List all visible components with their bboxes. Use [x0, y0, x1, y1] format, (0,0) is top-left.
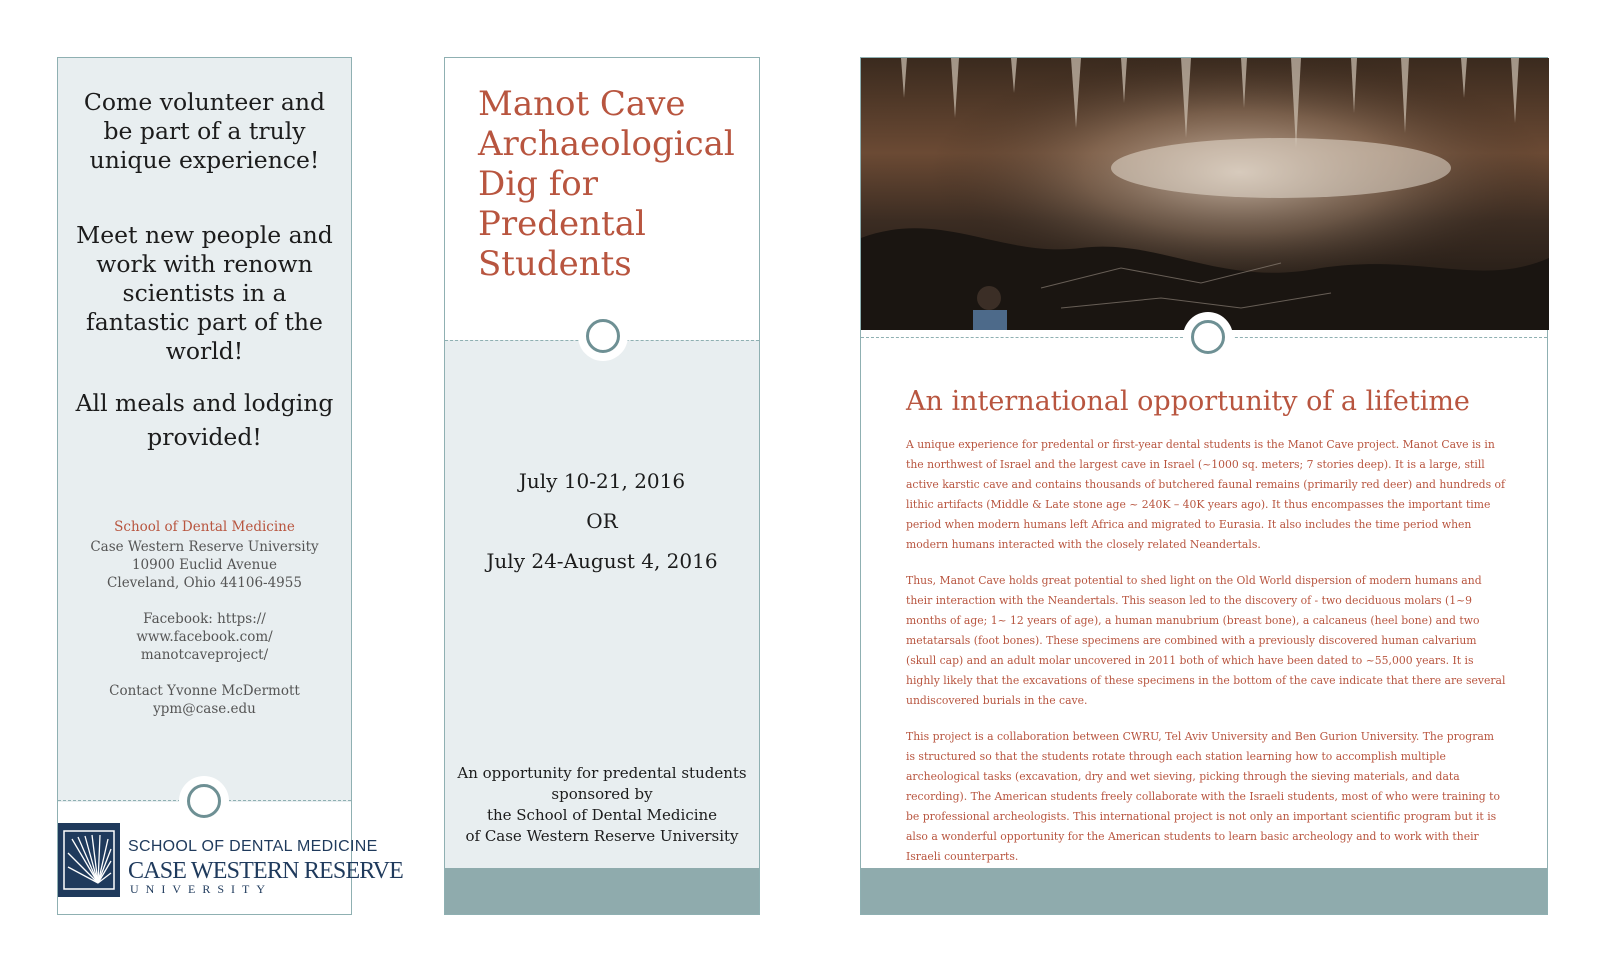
- logo-university-subtext: UNIVERSITY: [130, 882, 272, 896]
- university-logo-icon: [58, 823, 120, 897]
- sponsor-line: the School of Dental Medicine: [486, 806, 718, 824]
- body-paragraph: Thus, Manot Cave holds great potential to shed light on the Old World dispersion of modern humans and their interaction with the Neandertals. This season led to the discovery of - two deciduous molars (1~9 months of age; 1~ 12 years of age), a human manubrium (breast bone), a calcaneus (heel bone) and two metatarsals (foot bones). These specimens are combined with a previously discovered human calvarium (skull cap) and an adult molar uncovered in 2011 both of which have been dated to ~55,000 years. It is highly likely that the excavations of these specimens in the bottom of the cave indicate that there are several undiscovered burials in the cave.: [906, 574, 1506, 707]
- contact-block: [58, 518, 351, 718]
- session-dates: [445, 461, 759, 581]
- street-address: 10900 Euclid Avenue: [131, 557, 278, 573]
- ring-ornament-icon: [578, 311, 628, 361]
- title-area: [445, 58, 759, 340]
- meet-people-headline: Meet new people and work with renown scientists in a fantastic part of the world!: [76, 221, 333, 365]
- sponsor-line: sponsored by: [551, 785, 653, 803]
- session-date-2: July 24-August 4, 2016: [486, 549, 718, 573]
- facebook-link-line1[interactable]: Facebook: https://: [143, 611, 266, 627]
- sponsor-line: An opportunity for predental students: [457, 764, 747, 782]
- brochure-title: Manot Cave Archaeological Dig for Predental Students: [478, 84, 735, 284]
- middle-panel: [444, 57, 760, 915]
- bottom-bar: [861, 868, 1547, 914]
- section-heading: An international opportunity of a lifetime: [906, 386, 1470, 417]
- logo-university-text: CASE WESTERN RESERVE: [128, 858, 403, 884]
- facebook-link-line2[interactable]: www.facebook.com/: [136, 629, 273, 645]
- left-panel: [57, 57, 403, 915]
- session-date-1: July 10-21, 2016: [518, 469, 686, 493]
- ring-ornament-icon: [179, 776, 229, 826]
- cave-photo: [861, 58, 1549, 330]
- body-text: [906, 435, 1506, 883]
- meals-headline: All meals and lodging provided!: [75, 389, 334, 451]
- logo-school-text: SCHOOL OF DENTAL MEDICINE: [128, 838, 378, 855]
- contact-email[interactable]: ypm@case.edu: [153, 701, 256, 717]
- session-or: OR: [586, 509, 618, 533]
- ring-ornament-icon: [1183, 312, 1233, 362]
- body-paragraph: This project is a collaboration between CWRU, Tel Aviv University and Ben Gurion University. The program is structured so that the students rotate through each station learning how to accomplish multiple archeological tasks (excavation, dry and wet sieving, picking through the sieving materials, and data recording). The American students freely collaborate with the Israeli students, most of who were training to be professional archeologists. This international project is not only an important scientific program but it is also a wonderful opportunity for the American students to learn basic archeology and to work with their Israeli counterparts.: [906, 730, 1500, 863]
- sponsor-text: [445, 763, 759, 847]
- body-paragraph: A unique experience for predental or first-year dental students is the Manot Cave project. Manot Cave is in the northwest of Israel and the largest cave in Israel (~1000 sq. meters; 7 stories deep). It is a large, still active karstic cave and contains thousands of butchered faunal remains (primarily red deer) and hundreds of lithic artifacts (Middle & Late stone age ~ 240K – 40K years ago). It thus encompasses the important time period when modern humans left Africa and migrated to Eurasia. It also includes the time period when modern humans interacted with the closely related Neandertals.: [906, 438, 1506, 551]
- volunteer-headline: Come volunteer and be part of a truly unique experience!: [83, 88, 326, 174]
- contact-name: Contact Yvonne McDermott: [109, 683, 300, 699]
- city-address: Cleveland, Ohio 44106-4955: [107, 575, 302, 591]
- bottom-bar: [445, 868, 759, 914]
- school-name: School of Dental Medicine: [114, 519, 295, 535]
- university-name: Case Western Reserve University: [90, 539, 319, 555]
- sponsor-line: of Case Western Reserve University: [465, 827, 739, 845]
- right-panel: [860, 57, 1548, 915]
- facebook-link-line3[interactable]: manotcaveproject/: [140, 647, 269, 663]
